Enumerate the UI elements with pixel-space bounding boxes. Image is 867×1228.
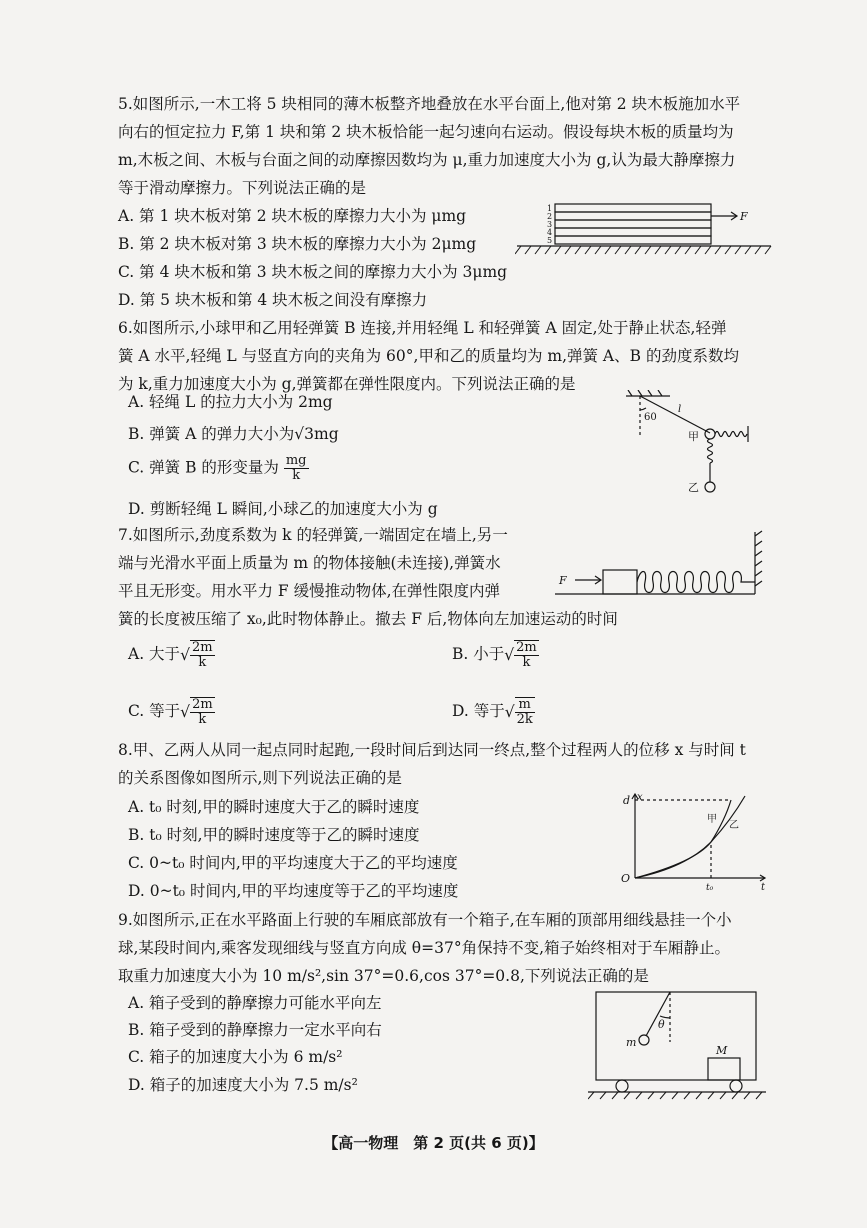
q5-stem-line: 等于滑动摩擦力。下列说法正确的是 bbox=[118, 179, 367, 197]
fraction-denominator: k bbox=[198, 655, 207, 670]
q9-stem-line: 取重力加速度大小为 10 m/s²,sin 37°=0.6,cos 37°=0.8,下列说法正确的是 bbox=[118, 967, 649, 985]
q7-option-d-text: D. 等于 bbox=[452, 702, 505, 720]
q5-option-b: B. 第 2 块木板对第 3 块木板的摩擦力大小为 2μmg bbox=[118, 235, 477, 253]
q9-option-b: B. 箱子受到的静摩擦力一定水平向右 bbox=[128, 1021, 382, 1039]
sqrt-symbol: √ bbox=[180, 646, 190, 664]
q6-stem-line: 为 k,重力加速度大小为 g,弹簧都在弹性限度内。下列说法正确的是 bbox=[118, 375, 576, 393]
question-8 bbox=[118, 736, 788, 792]
q5-option-c: C. 第 4 块木板和第 3 块木板之间的摩擦力大小为 3μmg bbox=[118, 263, 508, 281]
q7-stem-line: 7.如图所示,劲度系数为 k 的轻弹簧,一端固定在墙上,另一 bbox=[118, 526, 508, 544]
q7-option-b-text: B. 小于 bbox=[452, 645, 505, 663]
q5-option-d: D. 第 5 块木板和第 4 块木板之间没有摩擦力 bbox=[118, 291, 428, 309]
q5-option-a: A. 第 1 块木板对第 2 块木板的摩擦力大小为 μmg bbox=[118, 207, 467, 225]
board-label: 5 bbox=[547, 236, 553, 245]
q7-option-a-fraction bbox=[190, 640, 215, 670]
y-axis-label: x bbox=[637, 792, 643, 803]
q5-stem-line: 5.如图所示,一木工将 5 块相同的薄木板整齐地叠放在水平台面上,他对第 2 块木板施加水平 bbox=[118, 95, 741, 113]
q5-stem-line: m,木板之间、木板与台面之间的动摩擦因数均为 μ,重力加速度大小为 g,认为最大静摩擦力 bbox=[118, 151, 736, 169]
q7-option-d-fraction bbox=[515, 697, 535, 727]
fraction-numerator: 2m bbox=[192, 697, 213, 712]
q8-stem-line: 8.甲、乙两人从同一起点同时起跑,一段时间后到达同一终点,整个过程两人的位移 x 与时间 t bbox=[118, 741, 746, 759]
q7-option-c bbox=[128, 697, 215, 727]
angle-label: 60 bbox=[644, 412, 657, 423]
t0-mark: t₀ bbox=[706, 883, 714, 893]
q9-stem-line: 9.如图所示,正在水平路面上行驶的车厢底部放有一个箱子,在车厢的顶部用细线悬挂一个小 bbox=[118, 911, 732, 929]
q6-spring-balls-figure bbox=[618, 390, 768, 500]
fraction-denominator: k bbox=[292, 468, 301, 483]
sqrt-symbol: √ bbox=[504, 703, 515, 721]
q8-option-b: B. t₀ 时刻,甲的瞬时速度等于乙的瞬时速度 bbox=[128, 826, 420, 844]
question-9 bbox=[118, 906, 788, 990]
q5-stem-line: 向右的恒定拉力 F,第 1 块和第 2 块木板恰能一起匀速向右运动。假设每块木板的质量均为 bbox=[118, 123, 734, 141]
q8-option-c: C. 0~t₀ 时间内,甲的平均速度大于乙的平均速度 bbox=[128, 854, 458, 872]
q6-option-c bbox=[128, 454, 309, 483]
q6-option-b-text: B. 弹簧 A 的弹力大小为 bbox=[128, 425, 295, 443]
question-6 bbox=[118, 314, 788, 398]
fraction-numerator: m bbox=[515, 698, 535, 713]
q7-option-d bbox=[452, 697, 535, 727]
sqrt-symbol: √ bbox=[504, 646, 515, 664]
fraction-numerator: 2m bbox=[191, 640, 213, 655]
board-label: 1 bbox=[547, 204, 553, 213]
board-label: 2 bbox=[547, 212, 553, 221]
q7-stem-line: 簧的长度被压缩了 x₀,此时物体静止。撤去 F 后,物体向左加速运动的时间 bbox=[118, 610, 618, 628]
d-mark: d bbox=[623, 794, 631, 807]
q7-option-c-text: C. 等于 bbox=[128, 702, 181, 720]
board-label: 4 bbox=[547, 228, 553, 237]
q6-option-a: A. 轻绳 L 的拉力大小为 2mg bbox=[128, 393, 333, 411]
sqrt-symbol: √ bbox=[180, 703, 191, 721]
q8-position-time-graph bbox=[615, 790, 775, 902]
q7-option-b-fraction bbox=[514, 640, 539, 670]
rope-label: l bbox=[678, 404, 682, 415]
q9-option-d: D. 箱子的加速度大小为 7.5 m/s² bbox=[128, 1076, 358, 1094]
fraction-denominator: k bbox=[522, 655, 531, 670]
curve-jia bbox=[635, 800, 731, 878]
q9-option-c: C. 箱子的加速度大小为 6 m/s² bbox=[128, 1048, 343, 1066]
curve-jia-label: 甲 bbox=[707, 814, 717, 825]
q8-stem-line: 的关系图像如图所示,则下列说法正确的是 bbox=[118, 769, 402, 787]
ball-yi-label: 乙 bbox=[688, 481, 699, 494]
q7-stem-line: 平且无形变。用水平力 F 缓慢推动物体,在弹性限度内弹 bbox=[118, 582, 501, 600]
fraction-denominator: 2k bbox=[516, 712, 533, 727]
theta-label: θ bbox=[658, 1018, 665, 1031]
page-footer: 【高一物理 第 2 页(共 6 页)】 bbox=[323, 1134, 544, 1152]
x-axis-label: t bbox=[761, 882, 766, 893]
q7-option-a-text: A. 大于 bbox=[128, 645, 181, 663]
q7-stem-line: 端与光滑水平面上质量为 m 的物体接触(未连接),弹簧水 bbox=[118, 554, 501, 572]
q8-option-d: D. 0~t₀ 时间内,甲的平均速度等于乙的平均速度 bbox=[128, 882, 459, 900]
q9-carriage-figure bbox=[588, 988, 768, 1106]
q7-option-b bbox=[452, 640, 539, 670]
ball-mass-label: m bbox=[626, 1036, 637, 1049]
q8-option-a: A. t₀ 时刻,甲的瞬时速度大于乙的瞬时速度 bbox=[128, 798, 420, 816]
curve-yi-label: 乙 bbox=[729, 820, 739, 831]
q7-spring-block-figure bbox=[555, 528, 770, 608]
q6-stem-line: 簧 A 水平,轻绳 L 与竖直方向的夹角为 60°,甲和乙的质量均为 m,弹簧 A、B 的劲度系数均 bbox=[118, 347, 739, 365]
box-mass-label: M bbox=[716, 1044, 728, 1057]
q6-option-b-value: √3mg bbox=[294, 425, 339, 443]
q7-option-a bbox=[128, 640, 215, 670]
q9-option-a: A. 箱子受到的静摩擦力可能水平向左 bbox=[128, 994, 382, 1012]
force-label: F bbox=[740, 210, 748, 223]
fraction-numerator: 2m bbox=[516, 640, 537, 655]
q7-option-c-fraction bbox=[190, 697, 215, 727]
board-label: 3 bbox=[547, 220, 553, 229]
q5-board-stack-figure bbox=[515, 196, 775, 260]
ball-jia-label: 甲 bbox=[688, 430, 699, 443]
q6-option-b bbox=[128, 422, 339, 444]
q9-stem-line: 球,某段时间内,乘客发现细线与竖直方向成 θ=37°角保持不变,箱子始终相对于车厢静止。 bbox=[118, 939, 731, 957]
fraction-numerator: mg bbox=[285, 453, 307, 468]
origin-label: O bbox=[621, 872, 631, 885]
q6-stem-line: 6.如图所示,小球甲和乙用轻弹簧 B 连接,并用轻绳 L 和轻弹簧 A 固定,处于静止状态,轻弹 bbox=[118, 319, 727, 337]
force-label: F bbox=[559, 574, 567, 587]
q6-option-c-fraction bbox=[284, 454, 309, 483]
fraction-denominator: k bbox=[198, 712, 207, 727]
q6-option-d: D. 剪断轻绳 L 瞬间,小球乙的加速度大小为 g bbox=[128, 500, 438, 518]
q6-option-c-text: C. 弹簧 B 的形变量为 bbox=[128, 458, 279, 477]
